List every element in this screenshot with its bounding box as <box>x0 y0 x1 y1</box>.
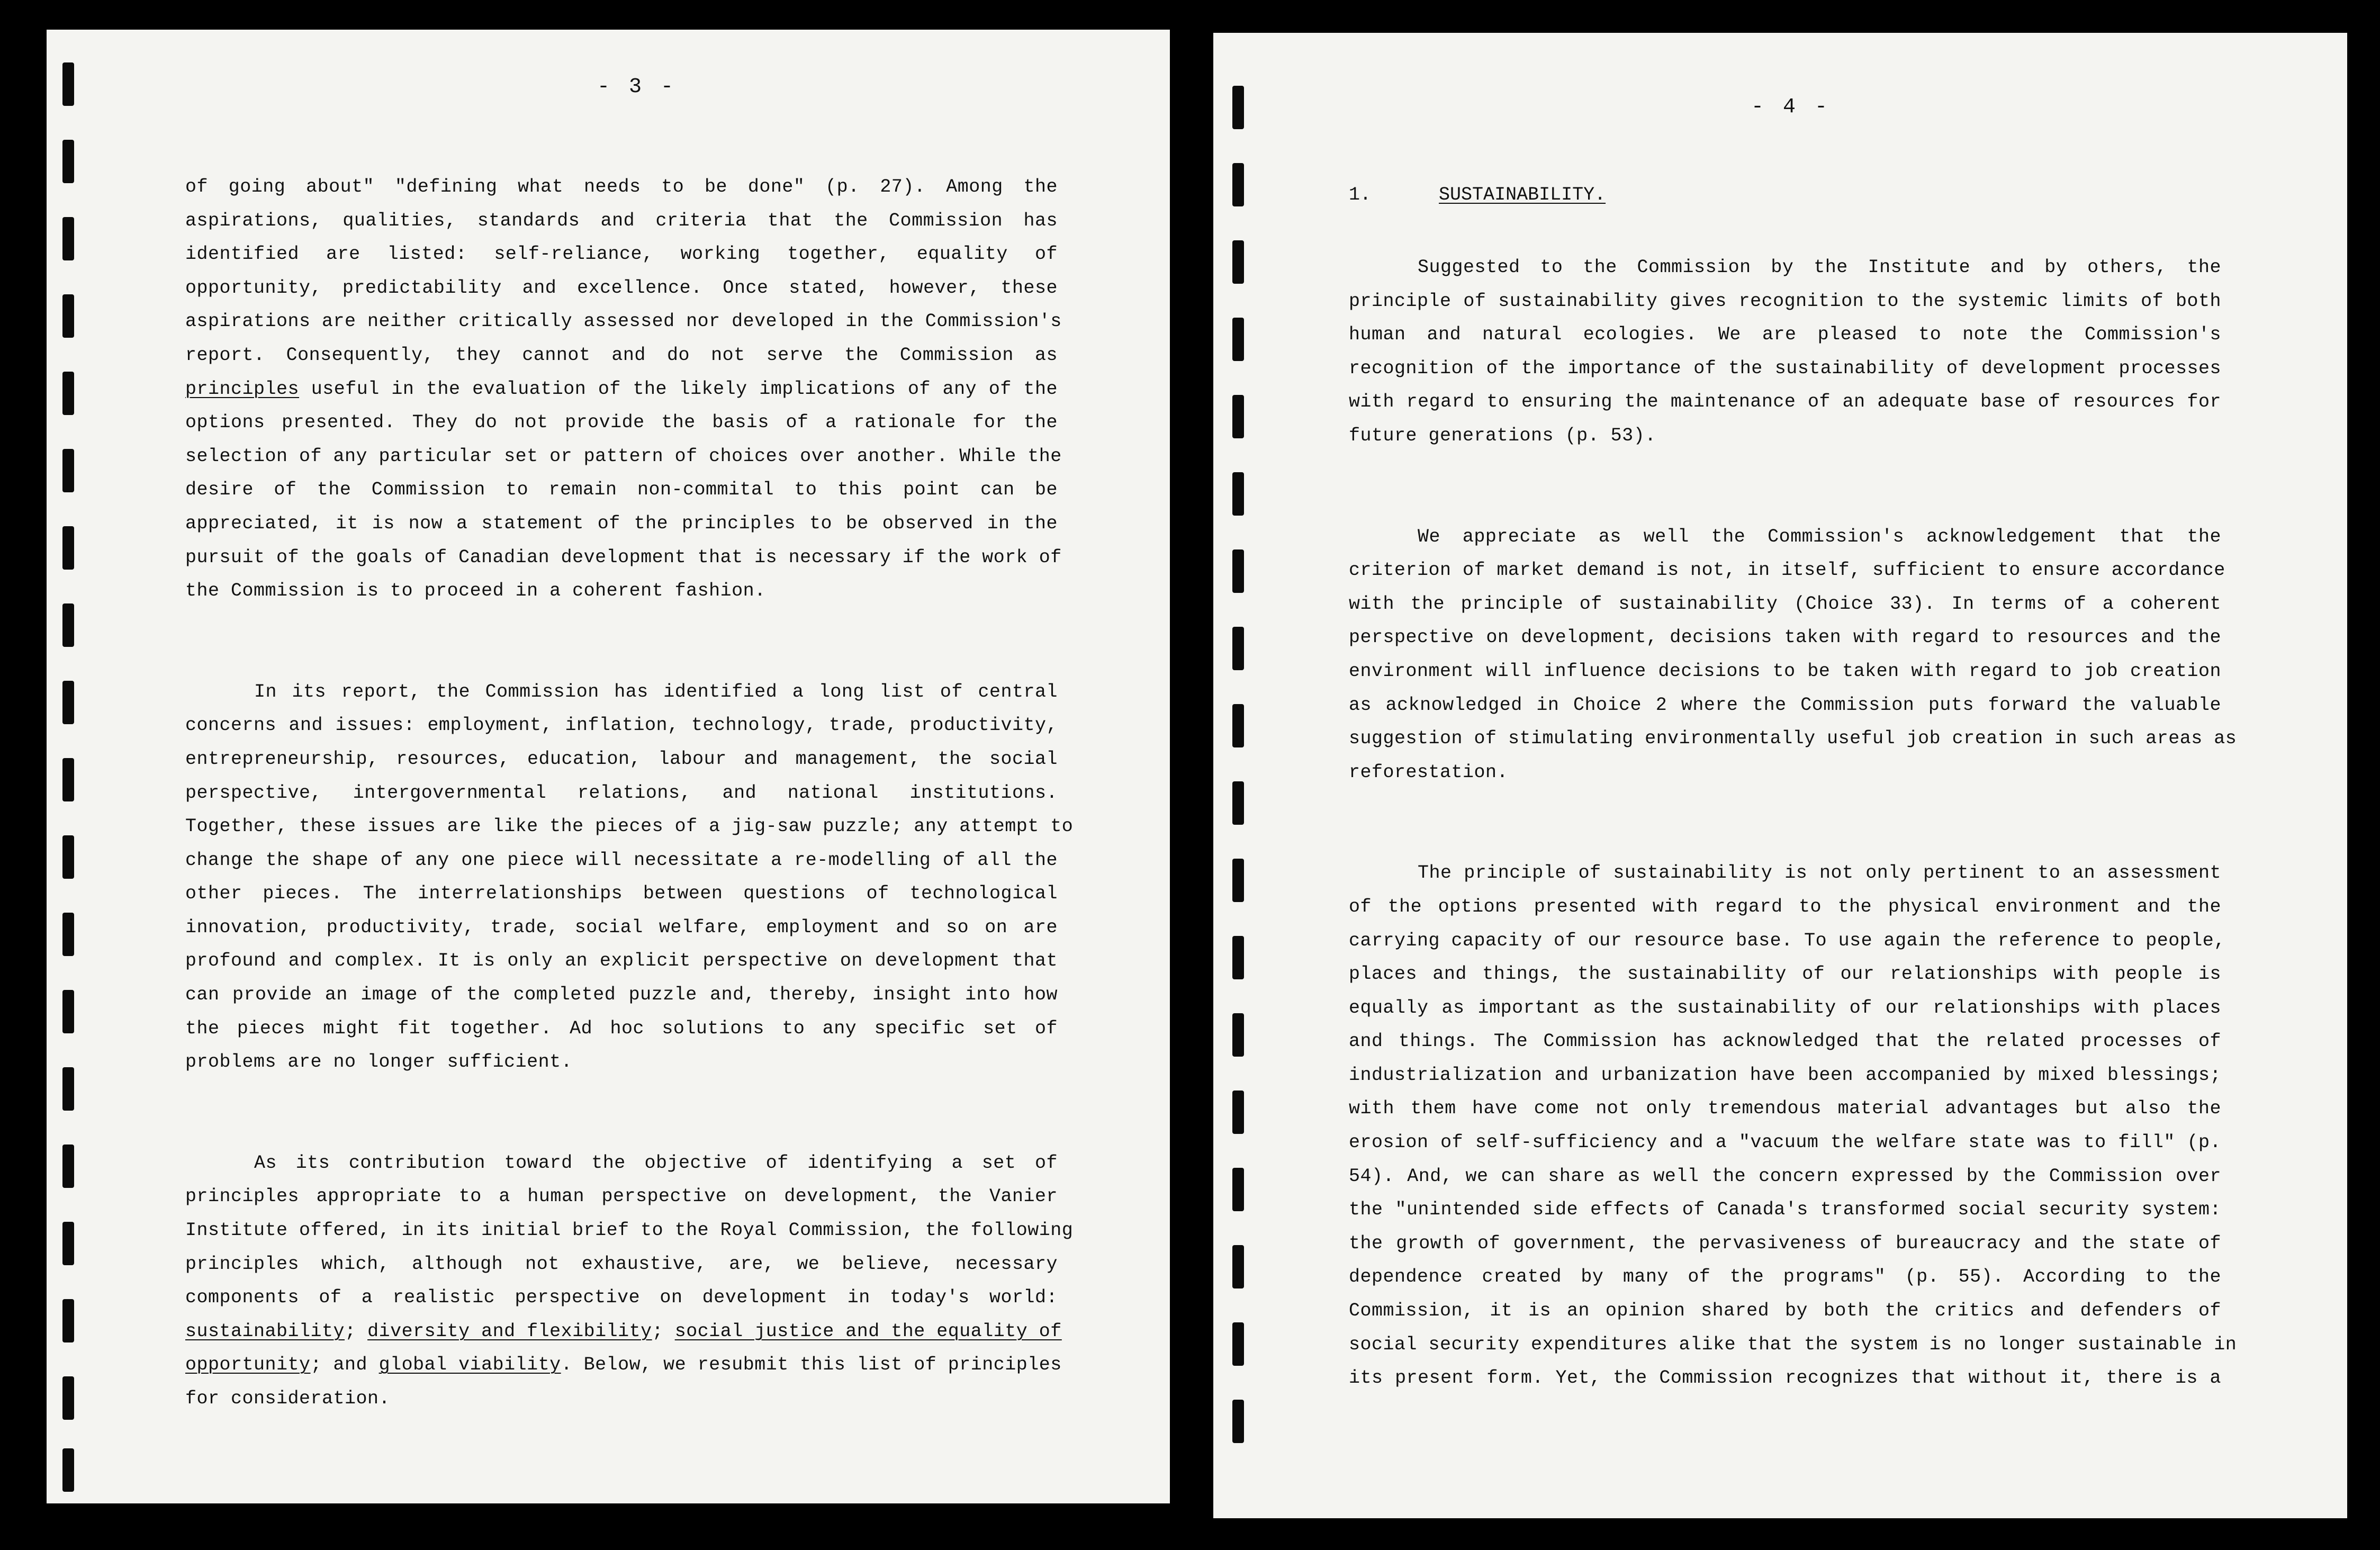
punch-hole-mark <box>1232 704 1244 747</box>
text-line: the Commission is to proceed in a coherent fashion. <box>185 580 766 602</box>
text-line: industrialization and urbanization have been accompanied by mixed blessings; <box>1349 1064 2221 1086</box>
punch-hole-mark <box>62 1067 74 1111</box>
text-line: principles appropriate to a human perspective on development, the Vanier <box>185 1186 1058 1207</box>
paragraph <box>1349 857 2237 1395</box>
text-line: reforestation. <box>1349 761 1509 783</box>
text-line: entrepreneurship, resources, education, labour and management, the social <box>185 748 1058 770</box>
punch-hole-mark <box>1232 1013 1244 1057</box>
text-line: desire of the Commission to remain non-commital to this point can be <box>185 479 1058 501</box>
punch-hole-mark <box>1232 936 1244 979</box>
text-line: 54). And, we can share as well the concern expressed by the Commission over <box>1349 1165 2221 1187</box>
text-line: problems are no longer sufficient. <box>185 1051 573 1073</box>
punch-hole-mark <box>1232 1091 1244 1134</box>
punch-hole-mark <box>1232 549 1244 593</box>
text-line: perspective on development, decisions taken with regard to resources and the <box>1349 627 2221 648</box>
text-line: the pieces might fit together. Ad hoc solutions to any specific set of <box>185 1017 1058 1039</box>
punch-hole-mark <box>62 1145 74 1188</box>
paragraph <box>185 1147 1074 1416</box>
text-fragment: ; and <box>310 1354 368 1376</box>
punch-hole-mark <box>62 526 74 570</box>
text-line: social security expenditures alike that the system is no longer sustainable in <box>1349 1333 2237 1355</box>
text-fragment: useful in the evaluation of the likely implications of any of the <box>311 378 1058 400</box>
text-line: selection of any particular set or pattern of choices over another. While the <box>185 445 1062 467</box>
text-line: sustainability; diversity and flexibility; social justice and the equality of <box>185 1320 1062 1342</box>
punch-hole-mark <box>1232 1400 1244 1443</box>
text-line: can provide an image of the completed puzzle and, thereby, insight into how <box>185 984 1058 1006</box>
text-line: places and things, the sustainability of our relationships with people is <box>1349 963 2221 985</box>
punch-hole-mark <box>62 140 74 183</box>
text-line: dependence created by many of the programs" (p. 55). According to the <box>1349 1266 2221 1288</box>
text-line: pursuit of the goals of Canadian development that is necessary if the work of <box>185 546 1062 568</box>
text-line: report. Consequently, they cannot and do not serve the Commission as <box>185 344 1058 366</box>
punch-hole-mark <box>62 1448 74 1492</box>
text-line: identified are listed: self-reliance, working together, equality of <box>185 244 1058 265</box>
text-line: the growth of government, the pervasiveness of bureaucracy and the state of <box>1349 1232 2221 1254</box>
text-line: aspirations are neither critically assessed nor developed in the Commission's <box>185 311 1062 332</box>
text-line: Suggested to the Commission by the Institute and by others, the <box>1418 257 2221 278</box>
section-heading <box>1349 184 1606 205</box>
text-line: components of a realistic perspective on development in today's world: <box>185 1287 1058 1309</box>
punch-hole-mark <box>1232 395 1244 438</box>
text-line: perspective, intergovernmental relations, and national institutions. <box>185 782 1058 804</box>
text-line: human and natural ecologies. We are pleased to note the Commission's <box>1349 324 2221 346</box>
text-line: Commission, it is an opinion shared by both the critics and defenders of <box>1349 1300 2221 1322</box>
underlined-term: principles <box>185 378 300 400</box>
text-line: We appreciate as well the Commission's acknowledgement that the <box>1418 526 2221 547</box>
punch-hole-mark <box>1232 627 1244 670</box>
punch-hole-mark <box>1232 163 1244 206</box>
paragraph <box>1349 251 2221 453</box>
text-line: change the shape of any one piece will necessitate a re-modelling of all the <box>185 849 1058 871</box>
punch-hole-mark <box>62 603 74 647</box>
underlined-term: opportunity <box>185 1354 311 1376</box>
text-line: with the principle of sustainability (Choice 33). In terms of a coherent <box>1349 593 2221 615</box>
text-line: of the options presented with regard to the physical environment and the <box>1349 896 2221 917</box>
right-body-text <box>1349 251 2237 1395</box>
text-line: with regard to ensuring the maintenance of an adequate base of resources for <box>1349 391 2221 413</box>
text-line: and things. The Commission has acknowledged that the related processes of <box>1349 1031 2221 1052</box>
left-body-text <box>185 170 1074 1416</box>
punch-hole-mark <box>62 372 74 415</box>
underlined-term: sustainability <box>185 1320 345 1342</box>
text-line: of going about" "defining what needs to be done" (p. 27). Among the <box>185 176 1058 197</box>
text-line: with them have come not only tremendous material advantages but also the <box>1349 1098 2221 1120</box>
punch-hole-mark <box>62 1222 74 1265</box>
text-line: criterion of market demand is not, in itself, sufficient to ensure accordance <box>1349 560 2225 581</box>
paragraph <box>1349 520 2237 790</box>
text-line: erosion of self-sufficiency and a "vacuum the welfare state was to fill" (p. <box>1349 1132 2221 1154</box>
punch-hole-mark <box>1232 781 1244 825</box>
punch-hole-mark <box>62 990 74 1033</box>
punch-hole-mark <box>62 758 74 801</box>
text-line: options presented. They do not provide the basis of a rationale for the <box>185 412 1058 434</box>
text-line: Institute offered, in its initial brief to the Royal Commission, the following <box>185 1220 1074 1241</box>
text-line: suggestion of stimulating environmentally useful job creation in such areas as <box>1349 728 2237 750</box>
punch-hole-mark <box>1232 1245 1244 1288</box>
text-line: carrying capacity of our resource base. To use again the reference to people, <box>1349 930 2225 951</box>
punch-hole-mark <box>1232 859 1244 902</box>
punch-hole-mark <box>62 1299 74 1342</box>
left-page <box>47 30 1170 1503</box>
text-line: other pieces. The interrelationships between questions of technological <box>185 883 1058 905</box>
text-line: environment will influence decisions to be taken with regard to job creation <box>1349 660 2221 682</box>
text-line: for consideration. <box>185 1388 391 1409</box>
text-line: as acknowledged in Choice 2 where the Commission puts forward the valuable <box>1349 694 2221 716</box>
text-line: Together, these issues are like the pieces of a jig-saw puzzle; any attempt to <box>185 816 1074 837</box>
text-line: In its report, the Commission has identified a long list of central <box>254 681 1058 702</box>
text-line: innovation, productivity, trade, social welfare, employment and so on are <box>185 916 1058 938</box>
text-line: profound and complex. It is only an explicit perspective on development that <box>185 950 1058 972</box>
punch-hole-mark <box>62 681 74 724</box>
punch-hole-mark <box>62 913 74 956</box>
underlined-term: diversity and flexibility <box>367 1320 652 1342</box>
punch-hole-mark <box>62 217 74 260</box>
text-line <box>185 1348 1062 1382</box>
page-number: - 4 - <box>1751 95 1831 119</box>
punch-hole-mark <box>62 1376 74 1420</box>
punch-hole-mark <box>1232 318 1244 361</box>
paragraph <box>185 675 1074 1079</box>
punch-hole-mark <box>1232 1322 1244 1366</box>
text-line: appreciated, it is now a statement of the principles to be observed in the <box>185 512 1058 534</box>
punch-hole-mark <box>62 62 74 106</box>
text-line: As its contribution toward the objective of identifying a set of <box>254 1152 1058 1174</box>
text-line: principles which, although not exhaustive, are, we believe, necessary <box>185 1253 1058 1275</box>
text-line: principle of sustainability gives recognition to the systemic limits of both <box>1349 290 2221 312</box>
text-line: the "unintended side effects of Canada's transformed social security system: <box>1349 1199 2221 1221</box>
text-line: opportunity, predictability and excellence. Once stated, however, these <box>185 277 1058 299</box>
punch-hole-mark <box>1232 1168 1244 1211</box>
section-number: 1. <box>1349 184 1372 205</box>
punch-hole-mark <box>62 835 74 879</box>
text-line: aspirations, qualities, standards and criteria that the Commission has <box>185 210 1058 231</box>
punch-hole-mark <box>1232 86 1244 129</box>
punch-hole-mark <box>62 449 74 492</box>
text-line: concerns and issues: employment, inflation, technology, trade, productivity, <box>185 715 1058 736</box>
page-number: - 3 - <box>597 75 677 99</box>
text-line: recognition of the importance of the sustainability of development processes <box>1349 357 2221 379</box>
section-title: SUSTAINABILITY. <box>1439 184 1606 205</box>
text-line: The principle of sustainability is not only pertinent to an assessment <box>1418 862 2221 884</box>
text-line: future generations (p. 53). <box>1349 425 1656 446</box>
punch-hole-mark <box>1232 472 1244 516</box>
paragraph <box>185 170 1062 608</box>
punch-hole-mark <box>1232 240 1244 284</box>
underlined-term: global viability <box>378 1354 561 1376</box>
underlined-term: social justice and the equality of <box>674 1320 1062 1342</box>
text-line <box>185 373 1058 407</box>
text-fragment: . Below, we resubmit this list of principles <box>561 1354 1062 1376</box>
text-line: its present form. Yet, the Commission recognizes that without it, there is a <box>1349 1367 2221 1389</box>
text-line: equally as important as the sustainability of our relationships with places <box>1349 997 2221 1019</box>
right-page <box>1213 33 2347 1518</box>
punch-hole-mark <box>62 294 74 338</box>
